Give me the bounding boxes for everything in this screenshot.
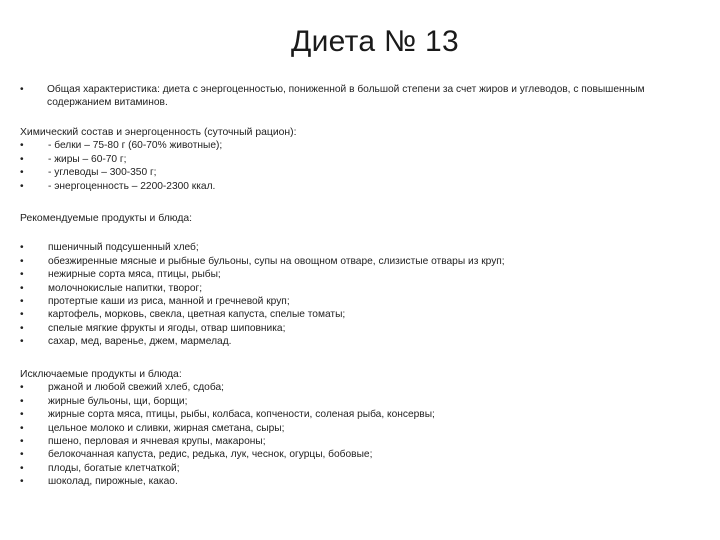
recommended-section — [20, 212, 505, 349]
page-title: Диета № 13 — [290, 25, 460, 58]
bullet-icon: • — [20, 395, 24, 407]
intro-section — [20, 83, 700, 110]
bullet-icon: • — [20, 255, 24, 267]
intro-item — [20, 83, 700, 110]
bullet-icon: • — [20, 462, 24, 474]
list-item: • картофель, морковь, свекла, цветная капуста, спелые томаты; — [20, 309, 346, 321]
list-item: • обезжиренные мясные и рыбные бульоны, супы на овощном отваре, слизистые отвары из круп; — [20, 255, 505, 267]
list-item: • - жиры – 60-70 г; — [20, 153, 127, 165]
excluded-section — [20, 368, 435, 489]
bullet-icon: • — [20, 476, 24, 488]
chemical-heading: Химический состав и энергоценность (суточный рацион): — [20, 127, 297, 138]
list-item: • пшено, перловая и ячневая крупы, макароны; — [20, 436, 266, 448]
list-item: • - белки – 75-80 г (60-70% животные); — [20, 140, 223, 152]
bullet-icon: • — [20, 436, 24, 448]
list-item: • - энергоценность – 2200-2300 ккал. — [20, 180, 216, 192]
bullet-icon: • — [20, 140, 24, 152]
list-item: • - углеводы – 300-350 г; — [20, 167, 157, 179]
bullet-icon: • — [20, 153, 24, 165]
bullet-icon: • — [20, 296, 24, 308]
list-item: • сахар, мед, варенье, джем, мармелад. — [20, 336, 232, 348]
list-item: • протертые каши из риса, манной и гречневой круп; — [20, 296, 290, 308]
bullet-icon: • — [20, 322, 24, 334]
bullet-icon: • — [20, 422, 24, 434]
list-item: • белокочанная капуста, редис, редька, лук, чеснок, огурцы, бобовые; — [20, 449, 373, 461]
bullet-icon: • — [20, 167, 24, 179]
list-item: • ржаной и любой свежий хлеб, сдоба; — [20, 382, 224, 394]
recommended-heading: Рекомендуемые продукты и блюда: — [20, 213, 193, 224]
bullet-icon: • — [20, 336, 24, 348]
list-item: • жирные бульоны, щи, борщи; — [20, 395, 188, 407]
bullet-icon: • — [20, 84, 24, 95]
list-item: • пшеничный подсушенный хлеб; — [20, 242, 199, 254]
list-item: • нежирные сорта мяса, птицы, рыбы; — [20, 269, 221, 281]
list-item: • шоколад, пирожные, какао. — [20, 476, 178, 488]
list-item: • цельное молоко и сливки, жирная сметана, сыры; — [20, 422, 285, 434]
bullet-icon: • — [20, 309, 24, 321]
list-item: • спелые мягкие фрукты и ягоды, отвар шиповника; — [20, 322, 286, 334]
bullet-icon: • — [20, 449, 24, 461]
list-item: • плоды, богатые клетчаткой; — [20, 462, 180, 474]
bullet-icon: • — [20, 180, 24, 192]
bullet-icon: • — [20, 269, 24, 281]
bullet-icon: • — [20, 242, 24, 254]
chemical-section — [20, 126, 297, 193]
list-item: • жирные сорта мяса, птицы, рыбы, колбаса, копчености, соленая рыба, консервы; — [20, 409, 435, 421]
bullet-icon: • — [20, 382, 24, 394]
intro-text: Общая характеристика: диета с энергоценностью, пониженной в большой степени за счет жиров и углеводов, с повышенным содержанием витаминов. — [47, 84, 645, 109]
excluded-heading: Исключаемые продукты и блюда: — [20, 369, 182, 380]
bullet-icon: • — [20, 282, 24, 294]
list-item: • молочнокислые напитки, творог; — [20, 282, 203, 294]
bullet-icon: • — [20, 409, 24, 421]
